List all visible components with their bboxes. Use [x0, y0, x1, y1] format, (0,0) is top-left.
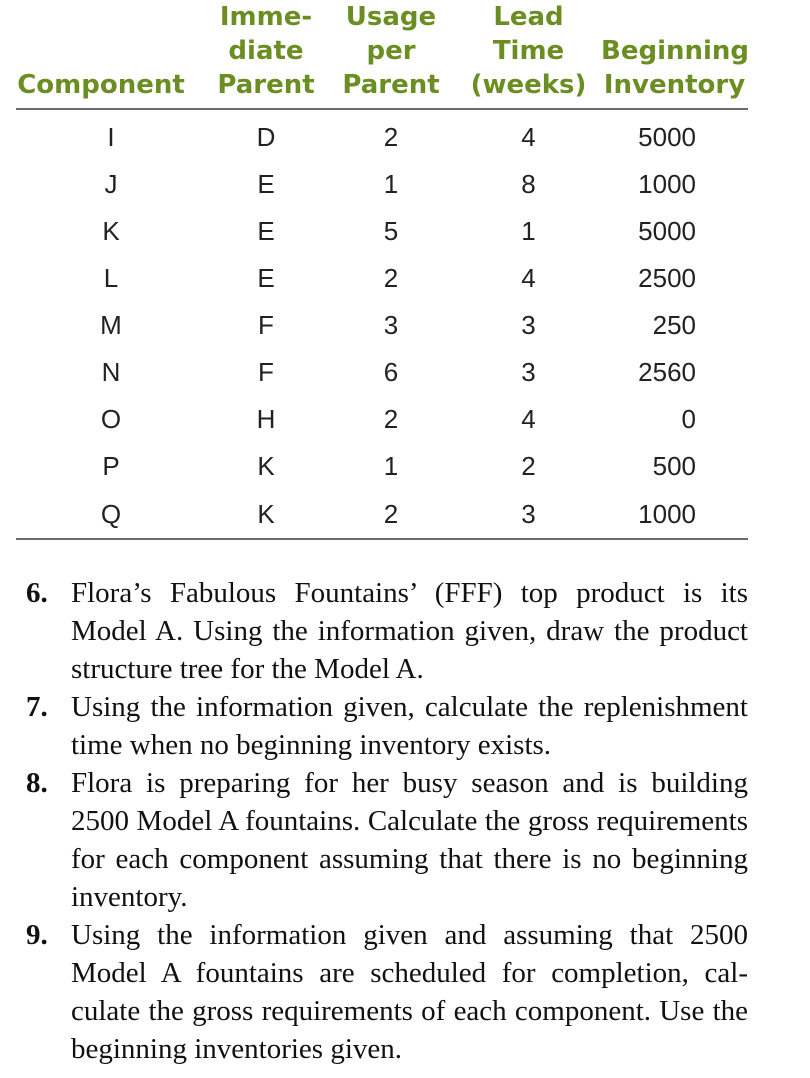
problem-list	[26, 574, 748, 1068]
problem-item	[26, 916, 748, 1068]
header-component: Component	[16, 0, 206, 109]
problem-item	[26, 764, 748, 916]
cell-lead-time: 1	[521, 216, 536, 246]
cell-parent: E	[257, 169, 275, 199]
table-row	[16, 443, 748, 490]
cell-component: I	[107, 122, 115, 152]
cell-usage: 1	[383, 451, 399, 481]
cell-inventory: 5000	[638, 216, 696, 246]
cell-parent: K	[257, 451, 275, 481]
component-table	[16, 0, 748, 540]
cell-lead-time: 4	[521, 263, 536, 293]
table-row	[16, 302, 748, 349]
cell-inventory: 250	[652, 310, 696, 340]
cell-parent: F	[258, 357, 274, 387]
cell-lead-time: 3	[456, 490, 601, 539]
cell-inventory: 2560	[638, 357, 696, 387]
cell-parent: E	[257, 216, 275, 246]
table-row	[16, 349, 748, 396]
header-usage-per-parent: Usage per Parent	[326, 0, 456, 109]
cell-component: M	[100, 310, 122, 340]
table-row	[16, 109, 748, 161]
cell-lead-time: 4	[521, 404, 536, 434]
cell-usage: 2	[383, 122, 399, 152]
cell-usage: 5	[383, 216, 399, 246]
problem-item	[26, 574, 748, 688]
cell-inventory: 0	[681, 404, 696, 434]
cell-component: Q	[16, 490, 206, 539]
table-row	[16, 161, 748, 208]
problem-number: 8.	[26, 767, 48, 799]
cell-usage: 6	[383, 357, 399, 387]
cell-lead-time: 4	[521, 122, 536, 152]
cell-lead-time: 3	[521, 310, 536, 340]
cell-inventory: 5000	[638, 122, 696, 152]
cell-component: N	[101, 357, 121, 387]
problem-number: 6.	[26, 577, 48, 609]
cell-usage: 2	[383, 263, 399, 293]
table-row	[16, 490, 748, 539]
problem-number: 9.	[26, 919, 48, 951]
cell-lead-time: 3	[521, 357, 536, 387]
cell-inventory: 500	[652, 451, 696, 481]
cell-usage: 2	[326, 490, 456, 539]
cell-inventory: 1000	[638, 169, 696, 199]
header-beginning-inventory: Beginning Inventory	[601, 0, 748, 109]
table-header-row	[16, 0, 748, 109]
table-row	[16, 396, 748, 443]
cell-usage: 3	[383, 310, 399, 340]
problem-number: 7.	[26, 691, 48, 723]
component-table-container	[16, 0, 748, 540]
problem-text: Using the information given, calculate the replenishment time when no beginning inventory exists.	[71, 691, 748, 761]
problem-text: Flora’s Fabulous Fountains’ (FFF) top product is its Model A. Using the information given, draw the product structure tree for the Model A.	[71, 577, 748, 685]
cell-parent: H	[256, 404, 276, 434]
cell-component: K	[102, 216, 120, 246]
cell-parent: K	[206, 490, 326, 539]
cell-component: P	[102, 451, 120, 481]
table-row	[16, 208, 748, 255]
header-immediate-parent: Imme- diate Parent	[206, 0, 326, 109]
cell-usage: 1	[383, 169, 399, 199]
cell-usage: 2	[383, 404, 399, 434]
table-row	[16, 255, 748, 302]
cell-inventory: 2500	[638, 263, 696, 293]
problem-text: Using the information given and assuming that 2500 Model A fountains are scheduled for completion, calculate the gross requirements of each component. Use the beginning inventories given.	[71, 919, 748, 1065]
cell-parent: E	[257, 263, 275, 293]
cell-component: O	[100, 404, 122, 434]
cell-component: J	[104, 169, 118, 199]
header-lead-time: Lead Time (weeks)	[456, 0, 601, 109]
cell-lead-time: 2	[521, 451, 536, 481]
cell-lead-time: 8	[521, 169, 536, 199]
problem-text: Flora is preparing for her busy season and is building 2500 Model A fountains. Calculate the gross requirements for each component assuming that there is no beginning inventory.	[71, 767, 748, 913]
problem-item	[26, 688, 748, 764]
cell-parent: D	[256, 122, 276, 152]
cell-inventory: 1000	[601, 490, 748, 539]
cell-parent: F	[258, 310, 274, 340]
cell-component: L	[103, 263, 119, 293]
